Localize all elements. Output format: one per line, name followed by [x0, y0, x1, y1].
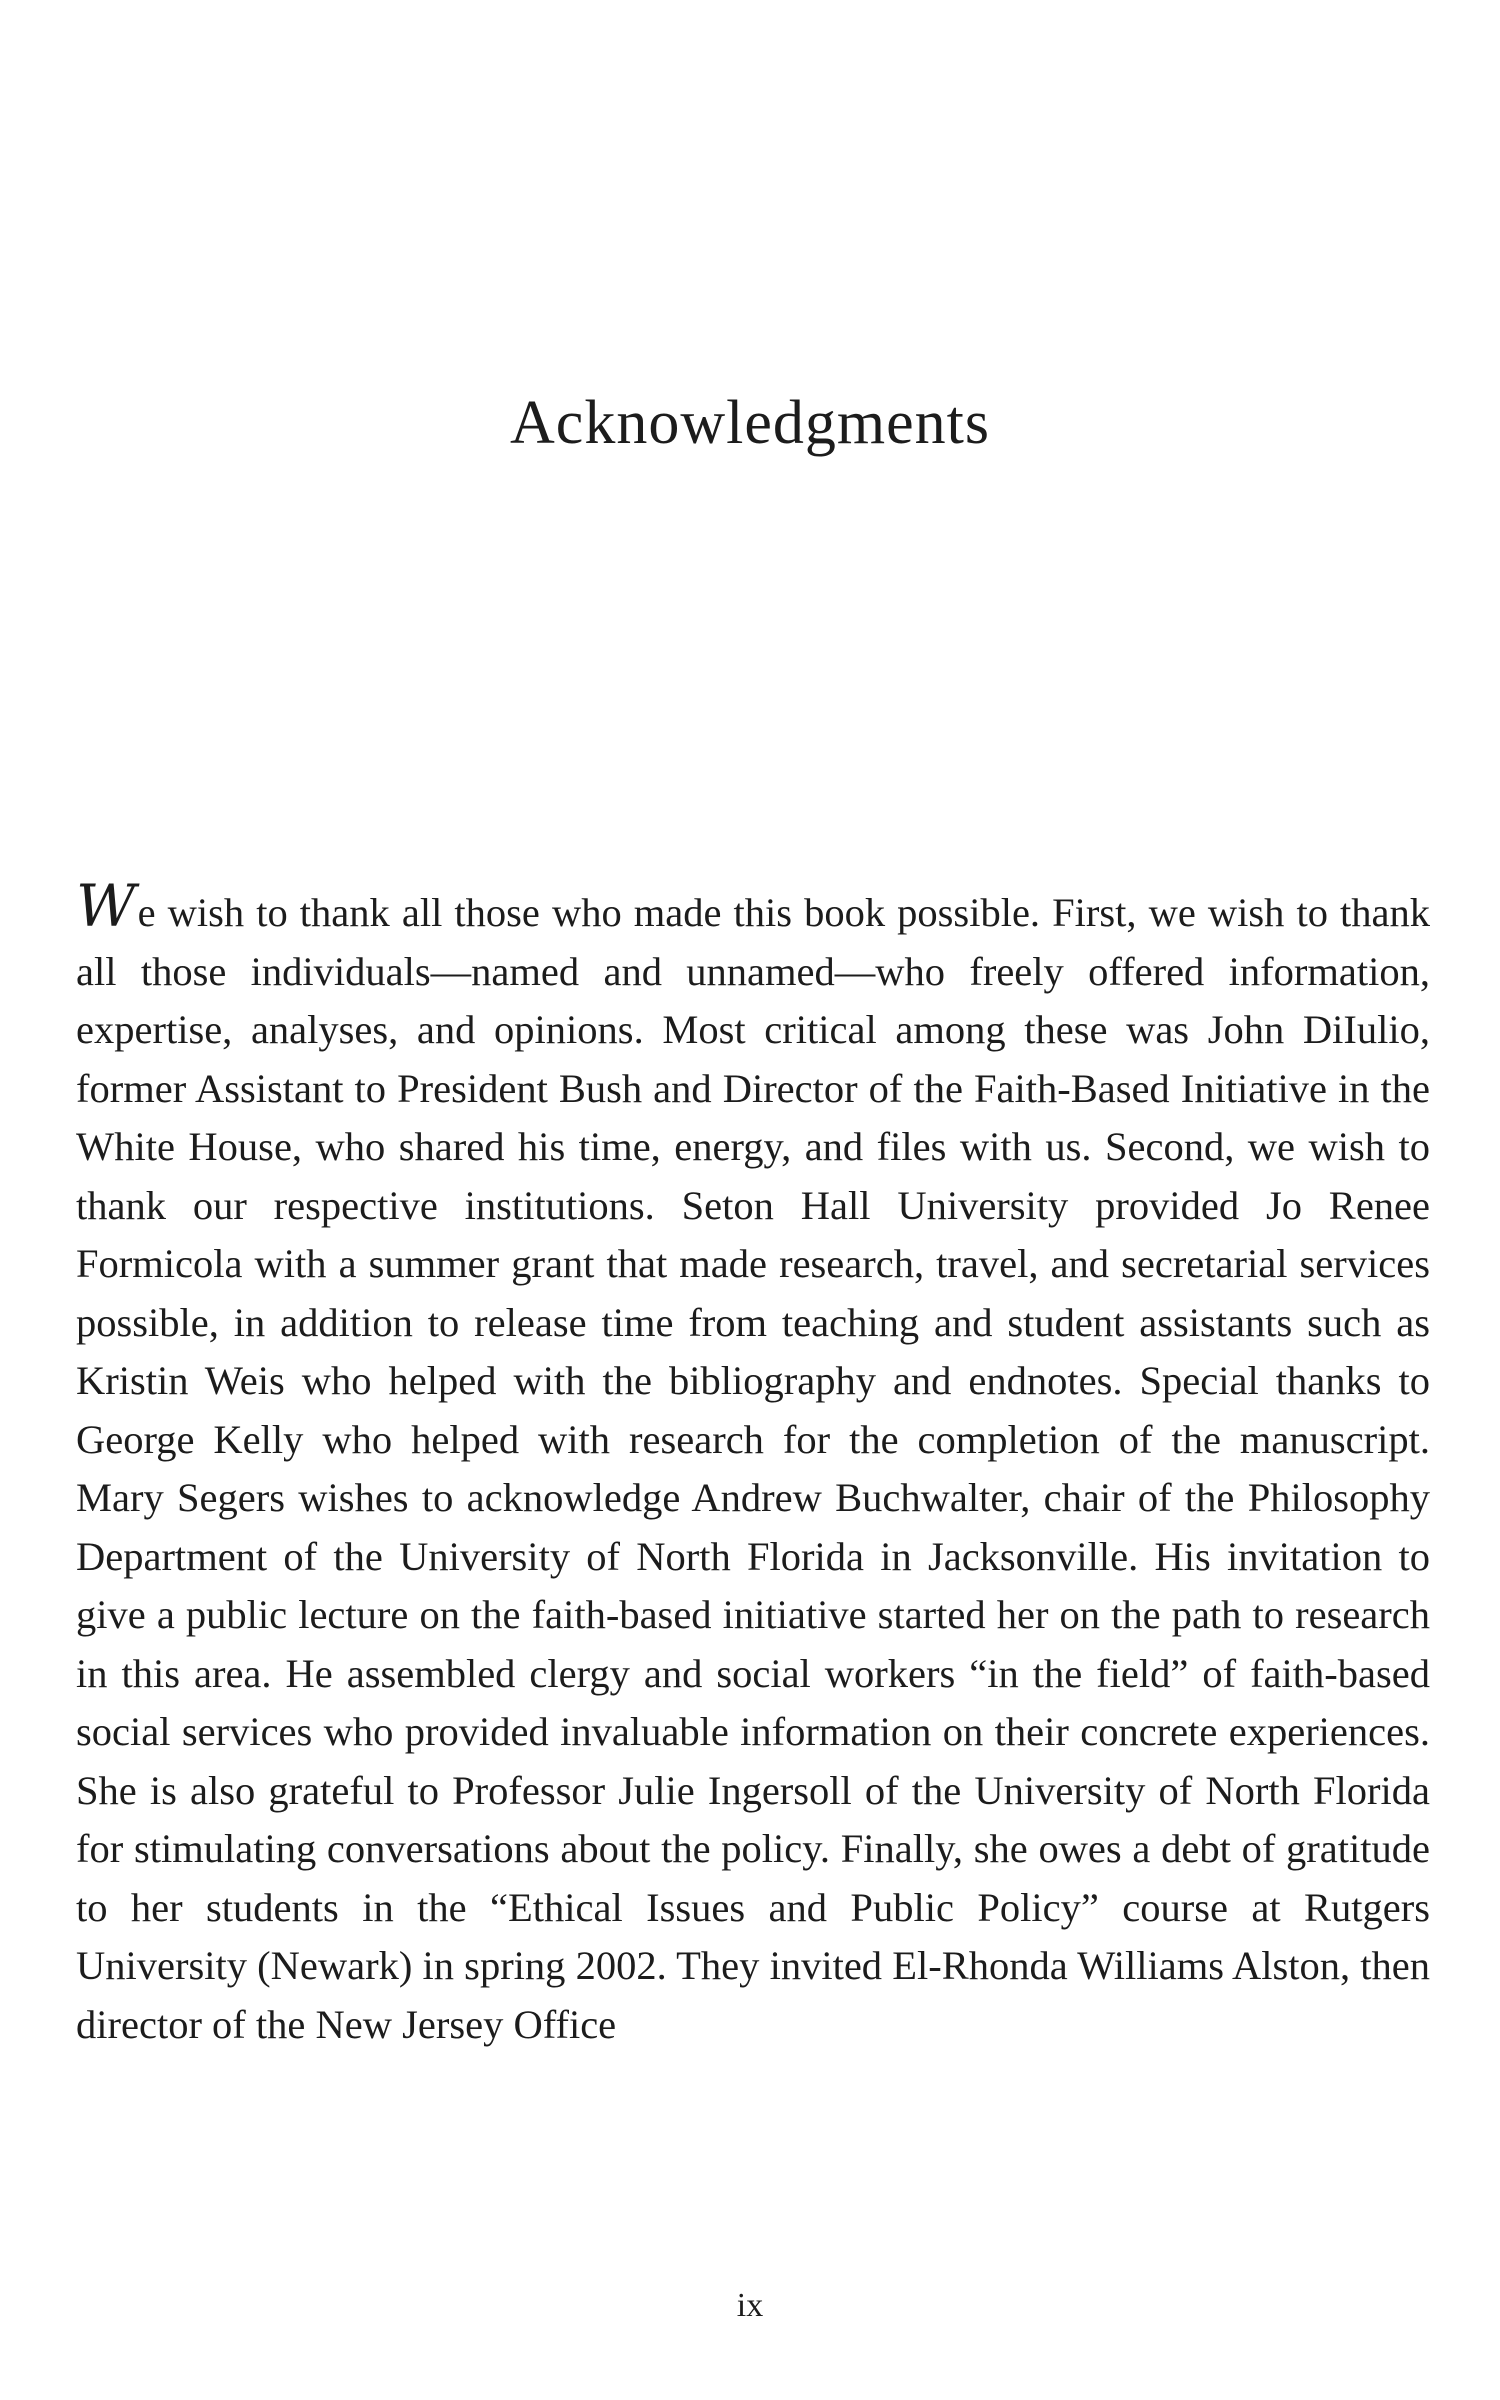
body-paragraph	[76, 872, 1430, 2054]
page-title: Acknowledgments	[510, 389, 990, 457]
decorative-initial: W	[76, 872, 136, 940]
page-number: ix	[736, 2287, 764, 2324]
paragraph-text: e wish to thank all those who made this book possible. First, we wish to thank all those individuals—named and unnamed—who freely offered information, expertise, analyses, and opinions. Most critical among these was John DiIulio, former Assistant to President Bush and Director of the Faith-Based Initiative in the White House, who shared his time, energy, and files with us. Second, we wish to thank our respective institutions. Seton Hall University provided Jo Renee Formicola with a summer grant that made research, travel, and secretarial services possible, in addition to release time from teaching and student assistants such as Kristin Weis who helped with the bibliography and endnotes. Special thanks to George Kelly who helped with research for the completion of the manuscript. Mary Segers wishes to acknowledge Andrew Buchwalter, chair of the Philosophy Department of the University of North Florida in Jacksonville. His invitation to give a public lecture on the faith-based initiative started her on the path to research in this area. He assembled clergy and social workers “in the field” of faith-based social services who provided invaluable information on their concrete experiences. She is also grateful to Professor Julie Ingersoll of the University of North Florida for stimulating conversations about the policy. Finally, she owes a debt of gratitude to her students in the “Ethical Issues and Public Policy” course at Rutgers University (Newark) in spring 2002. They invited El-Rhonda Williams Alston, then director of the New Jersey Office	[76, 890, 1430, 2047]
